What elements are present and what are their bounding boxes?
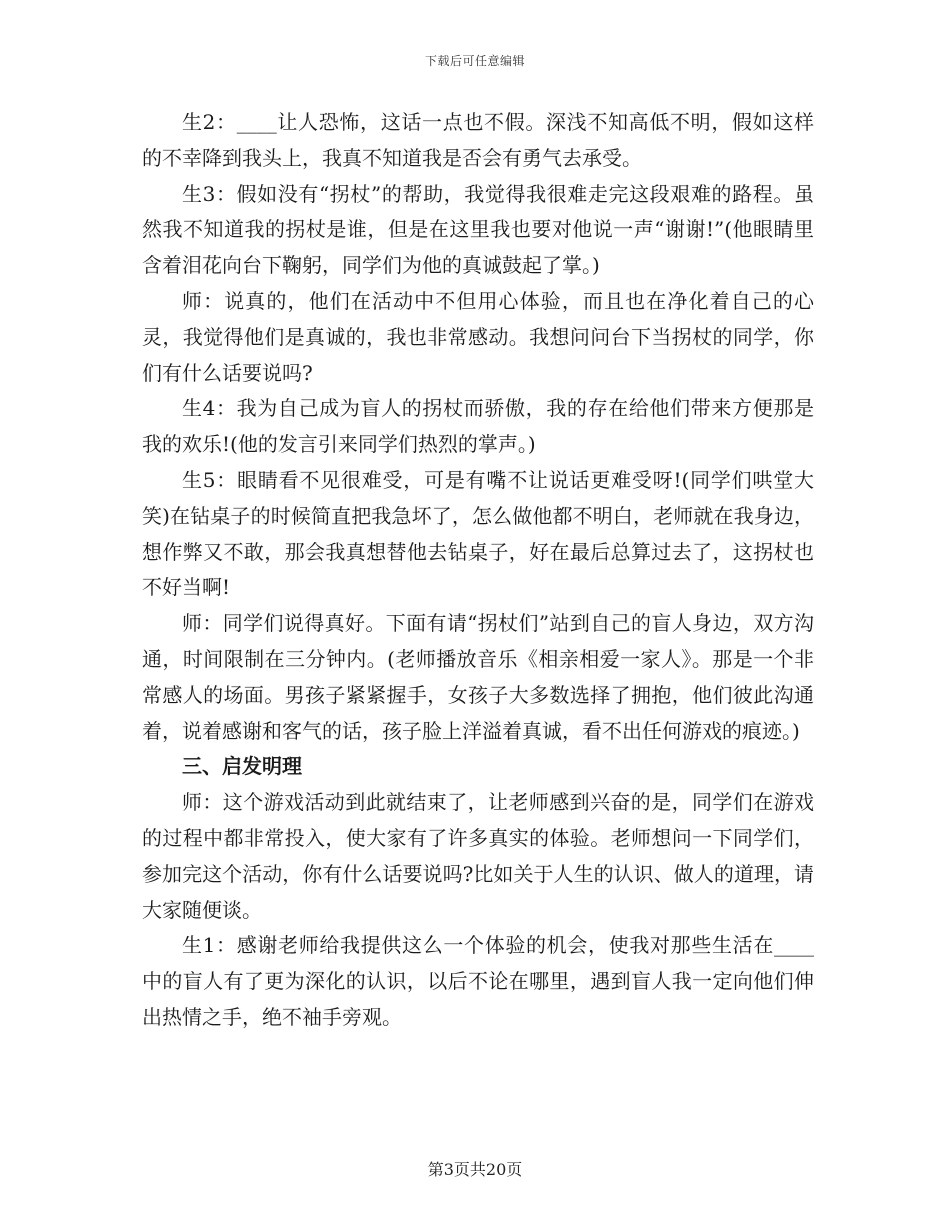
paragraph-teacher-1: 师：说真的，他们在活动中不但用心体验，而且也在净化着自己的心灵，我觉得他们是真诚的，我也非常感动。我想问问台下当拐杖的同学，你们有什么话要说吗? — [142, 288, 814, 385]
paragraph-student-1: 生1：感谢老师给我提供这么一个体验的机会，使我对那些生活在____中的盲人有了更为深化的认识，以后不论在哪里，遇到盲人我一定向他们伸出热情之手，绝不袖手旁观。 — [142, 933, 814, 1029]
paragraph-teacher-2: 师：同学们说得真好。下面有请“拐杖们”站到自己的盲人身边，双方沟通，时间限制在三分钟内。(老师播放音乐《相亲相爱一家人》。那是一个非常感人的场面。男孩子紧紧握手，女孩子大多数选择了拥抱，他们彼此沟通着，说着感谢和客气的话，孩子脸上洋溢着真诚，看不出任何游戏的痕迹。) — [142, 611, 814, 743]
paragraph-teacher-3: 师：这个游戏活动到此就结束了，让老师感到兴奋的是，同学们在游戏的过程中都非常投入，使大家有了许多真实的体验。老师想问一下同学们，参加完这个活动，你有什么话要说吗?比如关于人生的认识、做人的道理，请大家随便谈。 — [142, 790, 814, 922]
page-number: 第3页共20页 — [427, 1160, 523, 1179]
section-heading: 三、启发明理 — [182, 754, 302, 779]
document-body — [142, 105, 814, 1036]
paragraph-student-4: 生4：我为自己成为盲人的拐杖而骄傲，我的存在给他们带来方便那是我的欢乐!(他的发言引来同学们热烈的掌声。) — [142, 396, 814, 457]
page-header: 下载后可任意编辑 — [424, 54, 525, 68]
paragraph-student-5: 生5：眼睛看不见很难受，可是有嘴不让说话更难受呀!(同学们哄堂大笑)在钻桌子的时候简直把我急坏了，怎么做他都不明白，老师就在我身边，想作弊又不敢，那会我真想替他去钻桌子，好在最后总算过去了，这拐杖也不好当啊! — [142, 467, 814, 600]
paragraph-student-2: 生2：____让人恐怖，这话一点也不假。深浅不知高低不明，假如这样的不幸降到我头上，我真不知道我是否会有勇气去承受。 — [142, 110, 814, 170]
paragraph-student-3: 生3：假如没有“拐杖”的帮助，我觉得我很难走完这段艰难的路程。虽然我不知道我的拐杖是谁，但是在这里我也要对他说一声“谢谢!”(他眼睛里含着泪花向台下鞠躬，同学们为他的真诚鼓起了掌。) — [142, 181, 814, 278]
